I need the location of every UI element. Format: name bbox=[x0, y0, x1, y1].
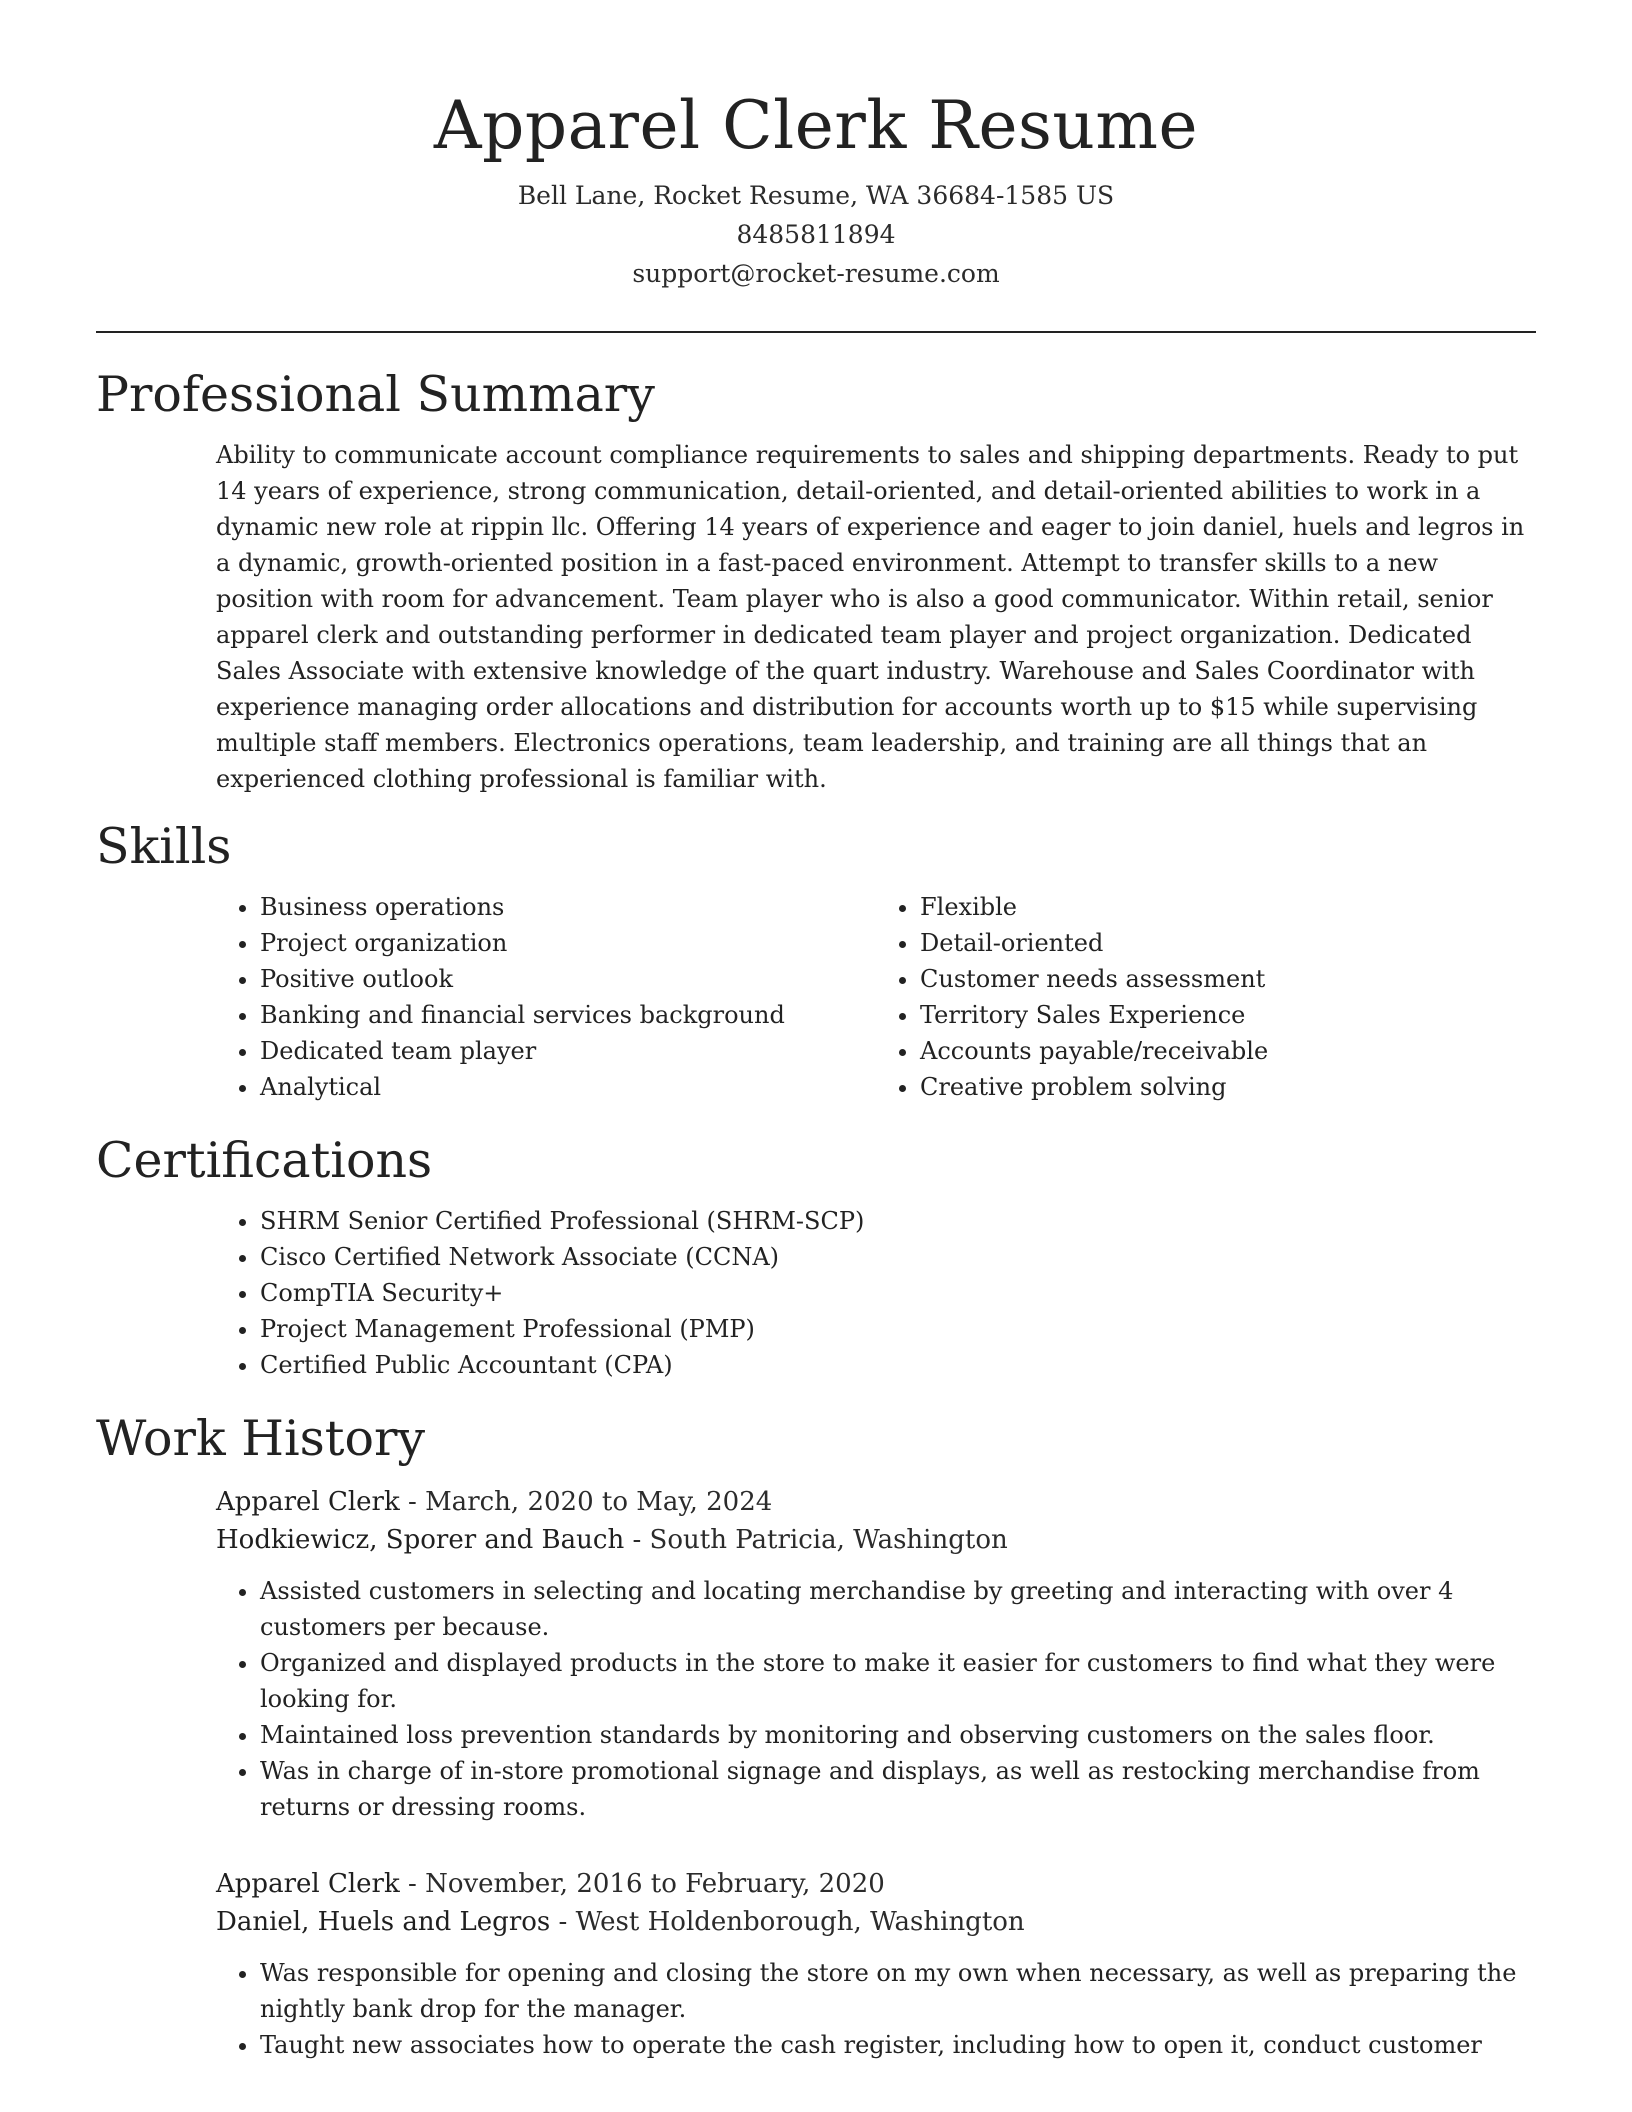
job-title-line bbox=[216, 1483, 1536, 1521]
responsibility-item: • Was in charge of in-store promotional signage and displays, as well as restocking merchandise from returns or dressing rooms. bbox=[260, 1753, 1536, 1825]
job-dates: - November, 2016 to February, 2020 bbox=[399, 1869, 885, 1899]
skill-item: • Positive outlook bbox=[260, 961, 876, 997]
certifications-heading: Certifications bbox=[96, 1132, 433, 1189]
skills-list-left bbox=[216, 889, 876, 1105]
skill-item: • Customer needs assessment bbox=[920, 961, 1536, 997]
contact-phone: 8485811894 bbox=[736, 220, 896, 249]
header-divider bbox=[96, 331, 1536, 333]
skill-item: • Analytical bbox=[260, 1069, 876, 1105]
job-company-line bbox=[216, 1903, 1536, 1941]
summary-heading: Professional Summary bbox=[96, 366, 655, 423]
job-company-line bbox=[216, 1521, 1536, 1559]
summary-text: Ability to communicate account compliance requirements to sales and shipping departments. Ready to put 14 years of experience, strong communication, detail-oriented, and detail-oriented abilities to work in a dynamic new role at rippin llc. Offering 14 years of experience and eager to join daniel, huels and legros in a dynamic, growth-oriented position in a fast-paced environment. Attempt to transfer skills to a new position with room for advancement. Team player who is also a good communicator. Within retail, senior apparel clerk and outstanding performer in dedicated team player and project organization. Dedicated Sales Associate with extensive knowledge of the quart industry. Warehouse and Sales Coordinator with experience managing order allocations and distribution for accounts worth up to $15 while supervising multiple staff members. Electronics operations, team leadership, and training are all things that an experienced clothing professional is familiar with. bbox=[216, 441, 1525, 793]
skill-item: • Creative problem solving bbox=[920, 1069, 1536, 1105]
work-history-section bbox=[96, 1409, 1536, 2063]
job-location: - South Patricia, Washington bbox=[624, 1525, 1008, 1555]
certification-item: • Cisco Certified Network Associate (CCNA) bbox=[260, 1239, 1536, 1275]
skills-section bbox=[96, 817, 1536, 1105]
job-entry bbox=[216, 1483, 1536, 1825]
certification-item: • Certified Public Accountant (CPA) bbox=[260, 1347, 1536, 1383]
job-role: Apparel Clerk bbox=[216, 1869, 400, 1899]
job-company: Hodkiewicz, Sporer and Bauch bbox=[216, 1525, 625, 1555]
job-title-line bbox=[216, 1865, 1536, 1903]
job-dates: - March, 2020 to May, 2024 bbox=[399, 1487, 773, 1517]
certification-item: • Project Management Professional (PMP) bbox=[260, 1311, 1536, 1347]
skills-heading: Skills bbox=[96, 818, 232, 875]
responsibility-item: • Maintained loss prevention standards by monitoring and observing customers on the sales floor. bbox=[260, 1717, 1536, 1753]
certification-item: • CompTIA Security+ bbox=[260, 1275, 1536, 1311]
resume-page bbox=[96, 0, 1536, 2063]
skill-item: • Flexible bbox=[920, 889, 1536, 925]
skills-list-right bbox=[876, 889, 1536, 1105]
resume-title: Apparel Clerk Resume bbox=[433, 87, 1199, 164]
job-company: Daniel, Huels and Legros bbox=[216, 1907, 551, 1937]
job-responsibilities bbox=[216, 1955, 1536, 2063]
certifications-section bbox=[96, 1131, 1536, 1383]
skill-item: • Dedicated team player bbox=[260, 1033, 876, 1069]
job-entry bbox=[216, 1865, 1536, 2063]
certification-item: • SHRM Senior Certified Professional (SHRM-SCP) bbox=[260, 1203, 1536, 1239]
responsibility-item: • Assisted customers in selecting and locating merchandise by greeting and interacting with over 4 customers per because. bbox=[260, 1573, 1536, 1645]
skill-item: • Detail-oriented bbox=[920, 925, 1536, 961]
job-role: Apparel Clerk bbox=[216, 1487, 400, 1517]
job-location: - West Holdenborough, Washington bbox=[550, 1907, 1025, 1937]
responsibility-item: • Was responsible for opening and closing the store on my own when necessary, as well as preparing the nightly bank drop for the manager. bbox=[260, 1955, 1536, 2027]
contact-address: Bell Lane, Rocket Resume, WA 36684-1585 US bbox=[517, 181, 1115, 210]
contact-block bbox=[96, 176, 1536, 293]
skill-item: • Project organization bbox=[260, 925, 876, 961]
responsibility-item: • Taught new associates how to operate the cash register, including how to open it, conduct customer bbox=[260, 2027, 1536, 2063]
responsibility-item: • Organized and displayed products in the store to make it easier for customers to find what they were looking for. bbox=[260, 1645, 1536, 1717]
summary-section bbox=[96, 365, 1536, 797]
work-history-heading: Work History bbox=[96, 1410, 426, 1467]
certifications-list bbox=[216, 1203, 1536, 1383]
skill-item: • Business operations bbox=[260, 889, 876, 925]
job-responsibilities bbox=[216, 1573, 1536, 1825]
skill-item: • Banking and financial services background bbox=[260, 997, 876, 1033]
contact-email: support@rocket-resume.com bbox=[632, 259, 1000, 288]
skill-item: • Territory Sales Experience bbox=[920, 997, 1536, 1033]
skill-item: • Accounts payable/receivable bbox=[920, 1033, 1536, 1069]
